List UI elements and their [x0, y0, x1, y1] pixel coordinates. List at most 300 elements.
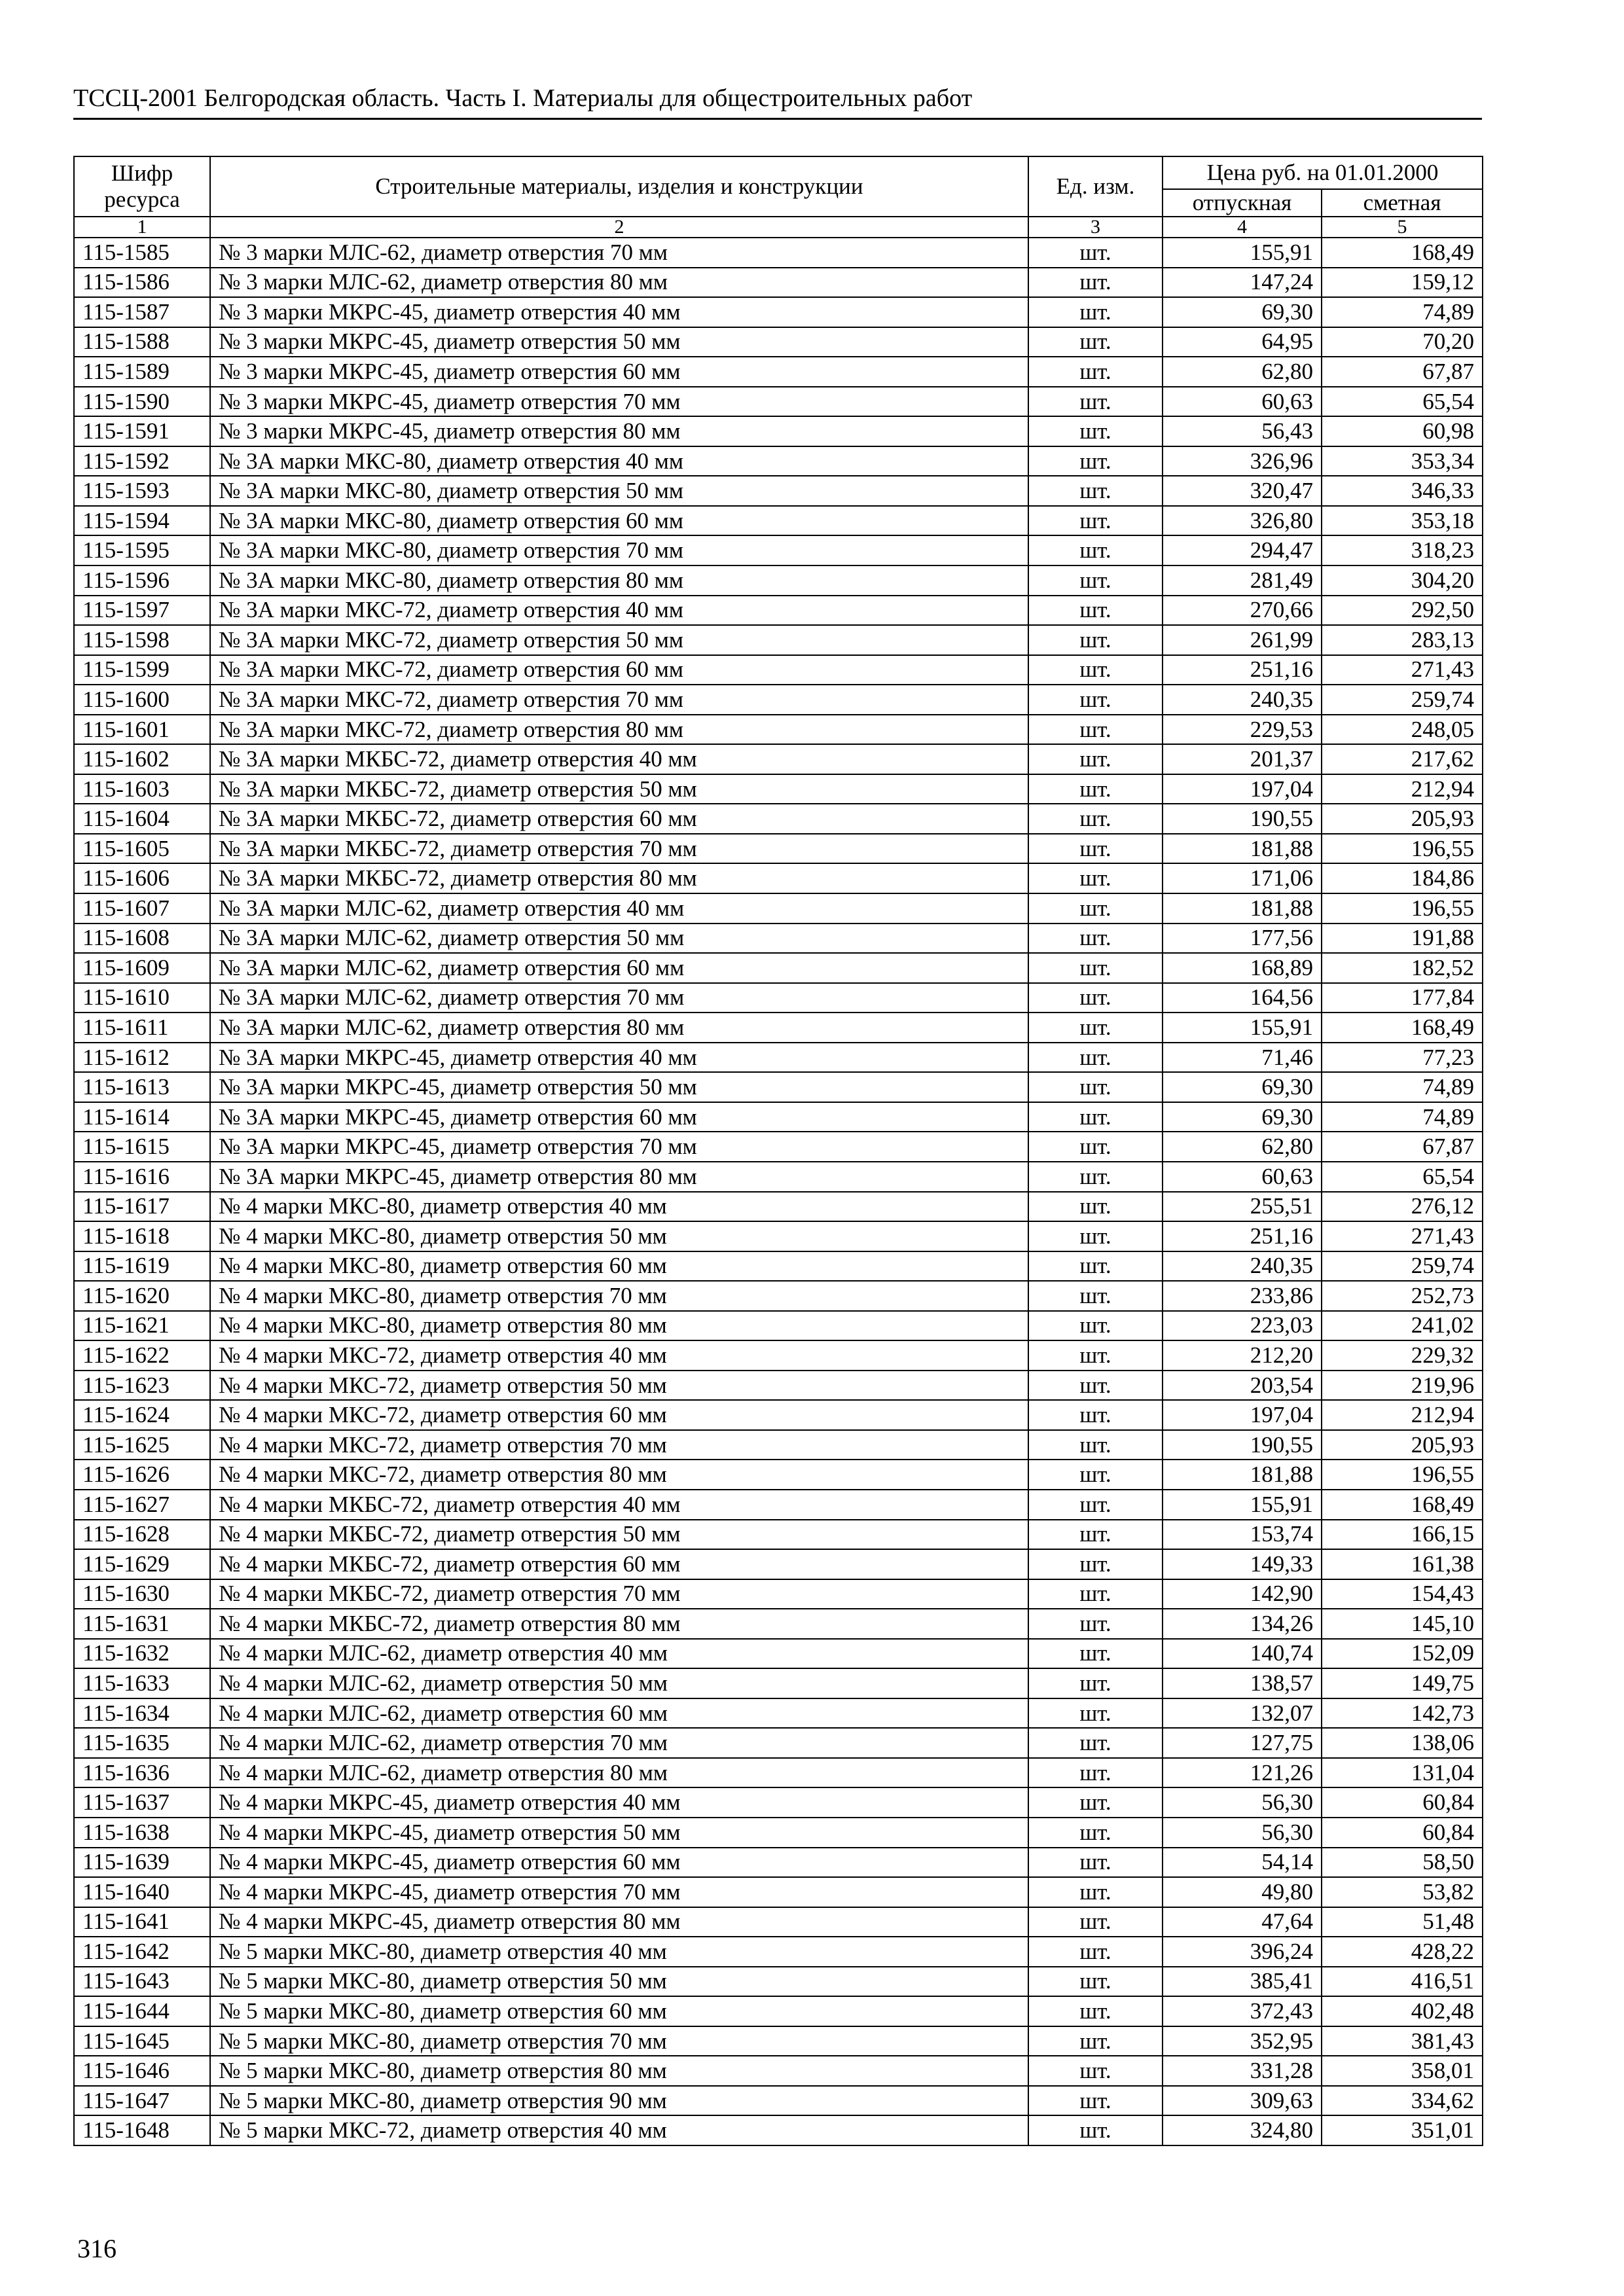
- material-name: № 4 марки МКРС-45, диаметр отверстия 80 мм: [210, 1907, 1028, 1937]
- table-row: [74, 1281, 1483, 1311]
- unit: шт.: [1028, 744, 1163, 774]
- estimate-price: 53,82: [1322, 1877, 1483, 1907]
- material-name: № 3 марки МКРС-45, диаметр отверстия 40 мм: [210, 297, 1028, 327]
- release-price: 168,89: [1163, 953, 1322, 983]
- unit: шт.: [1028, 1848, 1163, 1878]
- unit: шт.: [1028, 1907, 1163, 1937]
- unit: шт.: [1028, 416, 1163, 446]
- release-price: 127,75: [1163, 1728, 1322, 1758]
- material-name: № 3А марки МКРС-45, диаметр отверстия 80 мм: [210, 1162, 1028, 1192]
- column-number: 5: [1322, 217, 1483, 238]
- estimate-price: 353,18: [1322, 506, 1483, 536]
- resource-code: 115-1619: [74, 1251, 210, 1282]
- header-name: Строительные материалы, изделия и конструкции: [210, 156, 1028, 217]
- estimate-price: 168,49: [1322, 238, 1483, 268]
- material-name: № 3А марки МКС-72, диаметр отверстия 80 мм: [210, 715, 1028, 745]
- material-name: № 4 марки МКС-80, диаметр отверстия 60 мм: [210, 1251, 1028, 1282]
- unit: шт.: [1028, 1281, 1163, 1311]
- release-price: 223,03: [1163, 1311, 1322, 1341]
- material-name: № 3А марки МКБС-72, диаметр отверстия 40 мм: [210, 744, 1028, 774]
- table-row: [74, 625, 1483, 655]
- resource-code: 115-1638: [74, 1818, 210, 1848]
- table-row: [74, 1937, 1483, 1967]
- resource-code: 115-1615: [74, 1132, 210, 1162]
- release-price: 153,74: [1163, 1520, 1322, 1550]
- unit: шт.: [1028, 1430, 1163, 1460]
- unit: шт.: [1028, 1043, 1163, 1073]
- estimate-price: 205,93: [1322, 804, 1483, 834]
- material-name: № 3 марки МКРС-45, диаметр отверстия 60 мм: [210, 357, 1028, 387]
- material-name: № 3А марки МКБС-72, диаметр отверстия 50 мм: [210, 774, 1028, 804]
- estimate-price: 416,51: [1322, 1967, 1483, 1997]
- estimate-price: 381,43: [1322, 2026, 1483, 2056]
- material-name: № 3А марки МЛС-62, диаметр отверстия 40 мм: [210, 893, 1028, 924]
- estimate-price: 248,05: [1322, 715, 1483, 745]
- resource-code: 115-1604: [74, 804, 210, 834]
- table-row: [74, 327, 1483, 357]
- table-row: [74, 1996, 1483, 2026]
- unit: шт.: [1028, 1221, 1163, 1251]
- resource-code: 115-1605: [74, 834, 210, 864]
- resource-code: 115-1603: [74, 774, 210, 804]
- material-name: № 4 марки МКС-80, диаметр отверстия 40 мм: [210, 1192, 1028, 1222]
- material-name: № 5 марки МКС-80, диаметр отверстия 80 мм: [210, 2056, 1028, 2086]
- estimate-price: 159,12: [1322, 268, 1483, 298]
- unit: шт.: [1028, 924, 1163, 954]
- estimate-price: 77,23: [1322, 1043, 1483, 1073]
- material-name: № 4 марки МЛС-62, диаметр отверстия 50 мм: [210, 1668, 1028, 1698]
- material-name: № 3А марки МКС-80, диаметр отверстия 50 мм: [210, 476, 1028, 506]
- resource-code: 115-1632: [74, 1639, 210, 1669]
- table-row: [74, 1609, 1483, 1639]
- release-price: 396,24: [1163, 1937, 1322, 1967]
- release-price: 56,30: [1163, 1818, 1322, 1848]
- estimate-price: 402,48: [1322, 1996, 1483, 2026]
- table-row: [74, 1698, 1483, 1729]
- release-price: 171,06: [1163, 863, 1322, 893]
- resource-code: 115-1606: [74, 863, 210, 893]
- estimate-price: 67,87: [1322, 357, 1483, 387]
- estimate-price: 196,55: [1322, 1460, 1483, 1490]
- material-name: № 5 марки МКС-80, диаметр отверстия 60 мм: [210, 1996, 1028, 2026]
- release-price: 372,43: [1163, 1996, 1322, 2026]
- estimate-price: 196,55: [1322, 834, 1483, 864]
- resource-code: 115-1597: [74, 596, 210, 626]
- resource-code: 115-1587: [74, 297, 210, 327]
- table-row: [74, 953, 1483, 983]
- resource-code: 115-1613: [74, 1072, 210, 1102]
- table-row: [74, 1490, 1483, 1520]
- release-price: 270,66: [1163, 596, 1322, 626]
- material-name: № 3А марки МКБС-72, диаметр отверстия 60 мм: [210, 804, 1028, 834]
- unit: шт.: [1028, 446, 1163, 476]
- material-name: № 3А марки МКРС-45, диаметр отверстия 60 мм: [210, 1102, 1028, 1132]
- unit: шт.: [1028, 983, 1163, 1013]
- estimate-price: 229,32: [1322, 1340, 1483, 1371]
- column-number: 3: [1028, 217, 1163, 238]
- release-price: 197,04: [1163, 774, 1322, 804]
- estimate-price: 276,12: [1322, 1192, 1483, 1222]
- resource-code: 115-1635: [74, 1728, 210, 1758]
- unit: шт.: [1028, 1549, 1163, 1579]
- unit: шт.: [1028, 1787, 1163, 1818]
- material-name: № 4 марки МКРС-45, диаметр отверстия 50 мм: [210, 1818, 1028, 1848]
- price-table: [73, 156, 1483, 2146]
- unit: шт.: [1028, 1311, 1163, 1341]
- resource-code: 115-1611: [74, 1013, 210, 1043]
- unit: шт.: [1028, 655, 1163, 685]
- material-name: № 4 марки МКС-80, диаметр отверстия 50 мм: [210, 1221, 1028, 1251]
- release-price: 212,20: [1163, 1340, 1322, 1371]
- material-name: № 5 марки МКС-72, диаметр отверстия 40 мм: [210, 2115, 1028, 2145]
- release-price: 201,37: [1163, 744, 1322, 774]
- table-row: [74, 238, 1483, 268]
- resource-code: 115-1647: [74, 2086, 210, 2116]
- resource-code: 115-1623: [74, 1371, 210, 1401]
- table-row: [74, 1460, 1483, 1490]
- unit: шт.: [1028, 596, 1163, 626]
- unit: шт.: [1028, 774, 1163, 804]
- material-name: № 4 марки МКБС-72, диаметр отверстия 60 мм: [210, 1549, 1028, 1579]
- estimate-price: 161,38: [1322, 1549, 1483, 1579]
- release-price: 69,30: [1163, 297, 1322, 327]
- table-row: [74, 416, 1483, 446]
- resource-code: 115-1607: [74, 893, 210, 924]
- resource-code: 115-1596: [74, 565, 210, 596]
- unit: шт.: [1028, 1102, 1163, 1132]
- resource-code: 115-1602: [74, 744, 210, 774]
- estimate-price: 74,89: [1322, 1072, 1483, 1102]
- resource-code: 115-1609: [74, 953, 210, 983]
- resource-code: 115-1628: [74, 1520, 210, 1550]
- estimate-price: 145,10: [1322, 1609, 1483, 1639]
- resource-code: 115-1621: [74, 1311, 210, 1341]
- table-row: [74, 1907, 1483, 1937]
- estimate-price: 177,84: [1322, 983, 1483, 1013]
- page-number: 316: [77, 2234, 117, 2263]
- column-number: 4: [1163, 217, 1322, 238]
- estimate-price: 205,93: [1322, 1430, 1483, 1460]
- resource-code: 115-1634: [74, 1698, 210, 1729]
- estimate-price: 152,09: [1322, 1639, 1483, 1669]
- unit: шт.: [1028, 1698, 1163, 1729]
- release-price: 385,41: [1163, 1967, 1322, 1997]
- estimate-price: 259,74: [1322, 1251, 1483, 1282]
- release-price: 326,96: [1163, 446, 1322, 476]
- release-price: 140,74: [1163, 1639, 1322, 1669]
- unit: шт.: [1028, 1520, 1163, 1550]
- estimate-price: 304,20: [1322, 565, 1483, 596]
- table-row: [74, 596, 1483, 626]
- unit: шт.: [1028, 297, 1163, 327]
- release-price: 197,04: [1163, 1400, 1322, 1430]
- estimate-price: 318,23: [1322, 535, 1483, 565]
- estimate-price: 351,01: [1322, 2115, 1483, 2145]
- table-row: [74, 1132, 1483, 1162]
- release-price: 49,80: [1163, 1877, 1322, 1907]
- resource-code: 115-1599: [74, 655, 210, 685]
- unit: шт.: [1028, 387, 1163, 417]
- table-row: [74, 2115, 1483, 2145]
- table-row: [74, 2026, 1483, 2056]
- estimate-price: 184,86: [1322, 863, 1483, 893]
- resource-code: 115-1588: [74, 327, 210, 357]
- unit: шт.: [1028, 625, 1163, 655]
- release-price: 121,26: [1163, 1758, 1322, 1788]
- estimate-price: 252,73: [1322, 1281, 1483, 1311]
- resource-code: 115-1641: [74, 1907, 210, 1937]
- estimate-price: 219,96: [1322, 1371, 1483, 1401]
- table-row: [74, 1311, 1483, 1341]
- release-price: 56,43: [1163, 416, 1322, 446]
- resource-code: 115-1629: [74, 1549, 210, 1579]
- table-row: [74, 744, 1483, 774]
- estimate-price: 191,88: [1322, 924, 1483, 954]
- unit: шт.: [1028, 804, 1163, 834]
- table-row: [74, 924, 1483, 954]
- release-price: 60,63: [1163, 1162, 1322, 1192]
- table-row: [74, 1787, 1483, 1818]
- release-price: 177,56: [1163, 924, 1322, 954]
- table-row: [74, 1162, 1483, 1192]
- release-price: 324,80: [1163, 2115, 1322, 2145]
- resource-code: 115-1620: [74, 1281, 210, 1311]
- resource-code: 115-1618: [74, 1221, 210, 1251]
- material-name: № 4 марки МКС-72, диаметр отверстия 70 мм: [210, 1430, 1028, 1460]
- release-price: 62,80: [1163, 357, 1322, 387]
- estimate-price: 138,06: [1322, 1728, 1483, 1758]
- table-row: [74, 1013, 1483, 1043]
- estimate-price: 58,50: [1322, 1848, 1483, 1878]
- header-unit: Ед. изм.: [1028, 156, 1163, 217]
- table-row: [74, 1520, 1483, 1550]
- table-row: [74, 268, 1483, 298]
- release-price: 155,91: [1163, 1490, 1322, 1520]
- table-row: [74, 834, 1483, 864]
- release-price: 190,55: [1163, 1430, 1322, 1460]
- resource-code: 115-1600: [74, 685, 210, 715]
- material-name: № 3А марки МКС-80, диаметр отверстия 80 мм: [210, 565, 1028, 596]
- material-name: № 4 марки МЛС-62, диаметр отверстия 70 мм: [210, 1728, 1028, 1758]
- unit: шт.: [1028, 1072, 1163, 1102]
- resource-code: 115-1626: [74, 1460, 210, 1490]
- resource-code: 115-1593: [74, 476, 210, 506]
- release-price: 71,46: [1163, 1043, 1322, 1073]
- table-body: [74, 238, 1483, 2145]
- unit: шт.: [1028, 565, 1163, 596]
- estimate-price: 65,54: [1322, 387, 1483, 417]
- table-row: [74, 1967, 1483, 1997]
- material-name: № 3А марки МЛС-62, диаметр отверстия 70 мм: [210, 983, 1028, 1013]
- unit: шт.: [1028, 1639, 1163, 1669]
- table-row: [74, 1877, 1483, 1907]
- table-row: [74, 1192, 1483, 1222]
- material-name: № 3А марки МКС-72, диаметр отверстия 40 мм: [210, 596, 1028, 626]
- resource-code: 115-1608: [74, 924, 210, 954]
- estimate-price: 196,55: [1322, 893, 1483, 924]
- material-name: № 5 марки МКС-80, диаметр отверстия 90 мм: [210, 2086, 1028, 2116]
- unit: шт.: [1028, 893, 1163, 924]
- release-price: 149,33: [1163, 1549, 1322, 1579]
- unit: шт.: [1028, 1668, 1163, 1698]
- resource-code: 115-1594: [74, 506, 210, 536]
- estimate-price: 142,73: [1322, 1698, 1483, 1729]
- estimate-price: 428,22: [1322, 1937, 1483, 1967]
- estimate-price: 74,89: [1322, 1102, 1483, 1132]
- release-price: 190,55: [1163, 804, 1322, 834]
- release-price: 203,54: [1163, 1371, 1322, 1401]
- release-price: 54,14: [1163, 1848, 1322, 1878]
- release-price: 229,53: [1163, 715, 1322, 745]
- material-name: № 3 марки МКРС-45, диаметр отверстия 70 мм: [210, 387, 1028, 417]
- unit: шт.: [1028, 1251, 1163, 1282]
- material-name: № 3А марки МЛС-62, диаметр отверстия 60 мм: [210, 953, 1028, 983]
- estimate-price: 271,43: [1322, 1221, 1483, 1251]
- table-row: [74, 715, 1483, 745]
- material-name: № 3 марки МКРС-45, диаметр отверстия 50 мм: [210, 327, 1028, 357]
- material-name: № 3А марки МКБС-72, диаметр отверстия 70 мм: [210, 834, 1028, 864]
- unit: шт.: [1028, 953, 1163, 983]
- material-name: № 3А марки МКС-72, диаметр отверстия 70 мм: [210, 685, 1028, 715]
- release-price: 294,47: [1163, 535, 1322, 565]
- table-row: [74, 1400, 1483, 1430]
- estimate-price: 353,34: [1322, 446, 1483, 476]
- column-number: 1: [74, 217, 210, 238]
- table-row: [74, 446, 1483, 476]
- material-name: № 3А марки МКС-72, диаметр отверстия 50 мм: [210, 625, 1028, 655]
- table-row: [74, 1221, 1483, 1251]
- material-name: № 4 марки МКБС-72, диаметр отверстия 50 мм: [210, 1520, 1028, 1550]
- estimate-price: 74,89: [1322, 297, 1483, 327]
- resource-code: 115-1617: [74, 1192, 210, 1222]
- unit: шт.: [1028, 1132, 1163, 1162]
- material-name: № 3А марки МЛС-62, диаметр отверстия 80 мм: [210, 1013, 1028, 1043]
- release-price: 147,24: [1163, 268, 1322, 298]
- table-row: [74, 1430, 1483, 1460]
- material-name: № 3А марки МКРС-45, диаметр отверстия 40 мм: [210, 1043, 1028, 1073]
- unit: шт.: [1028, 1192, 1163, 1222]
- table-row: [74, 1251, 1483, 1282]
- material-name: № 4 марки МКС-72, диаметр отверстия 50 мм: [210, 1371, 1028, 1401]
- release-price: 64,95: [1163, 327, 1322, 357]
- table-row: [74, 1639, 1483, 1669]
- material-name: № 4 марки МЛС-62, диаметр отверстия 80 мм: [210, 1758, 1028, 1788]
- release-price: 181,88: [1163, 834, 1322, 864]
- resource-code: 115-1592: [74, 446, 210, 476]
- estimate-price: 292,50: [1322, 596, 1483, 626]
- resource-code: 115-1633: [74, 1668, 210, 1698]
- resource-code: 115-1646: [74, 2056, 210, 2086]
- resource-code: 115-1637: [74, 1787, 210, 1818]
- resource-code: 115-1586: [74, 268, 210, 298]
- table-row: [74, 1072, 1483, 1102]
- resource-code: 115-1601: [74, 715, 210, 745]
- estimate-price: 212,94: [1322, 774, 1483, 804]
- material-name: № 4 марки МКРС-45, диаметр отверстия 60 мм: [210, 1848, 1028, 1878]
- unit: шт.: [1028, 2026, 1163, 2056]
- table-row: [74, 1340, 1483, 1371]
- unit: шт.: [1028, 535, 1163, 565]
- resource-code: 115-1648: [74, 2115, 210, 2145]
- header-estimate-price: сметная: [1322, 189, 1483, 217]
- table-row: [74, 1549, 1483, 1579]
- table-row: [74, 983, 1483, 1013]
- unit: шт.: [1028, 1162, 1163, 1192]
- estimate-price: 182,52: [1322, 953, 1483, 983]
- unit: шт.: [1028, 506, 1163, 536]
- table-row: [74, 297, 1483, 327]
- unit: шт.: [1028, 1818, 1163, 1848]
- release-price: 155,91: [1163, 238, 1322, 268]
- resource-code: 115-1622: [74, 1340, 210, 1371]
- header-release-price: отпускная: [1163, 189, 1322, 217]
- release-price: 331,28: [1163, 2056, 1322, 2086]
- release-price: 56,30: [1163, 1787, 1322, 1818]
- unit: шт.: [1028, 476, 1163, 506]
- release-price: 60,63: [1163, 387, 1322, 417]
- resource-code: 115-1616: [74, 1162, 210, 1192]
- resource-code: 115-1595: [74, 535, 210, 565]
- release-price: 240,35: [1163, 1251, 1322, 1282]
- resource-code: 115-1645: [74, 2026, 210, 2056]
- release-price: 132,07: [1163, 1698, 1322, 1729]
- unit: шт.: [1028, 1937, 1163, 1967]
- table-row: [74, 357, 1483, 387]
- material-name: № 5 марки МКС-80, диаметр отверстия 40 мм: [210, 1937, 1028, 1967]
- estimate-price: 60,98: [1322, 416, 1483, 446]
- table-row: [74, 2056, 1483, 2086]
- resource-code: 115-1624: [74, 1400, 210, 1430]
- release-price: 309,63: [1163, 2086, 1322, 2116]
- material-name: № 5 марки МКС-80, диаметр отверстия 50 мм: [210, 1967, 1028, 1997]
- estimate-price: 131,04: [1322, 1758, 1483, 1788]
- unit: шт.: [1028, 1490, 1163, 1520]
- table-row: [74, 506, 1483, 536]
- estimate-price: 67,87: [1322, 1132, 1483, 1162]
- release-price: 281,49: [1163, 565, 1322, 596]
- estimate-price: 168,49: [1322, 1490, 1483, 1520]
- estimate-price: 60,84: [1322, 1818, 1483, 1848]
- unit: шт.: [1028, 268, 1163, 298]
- material-name: № 3 марки МКРС-45, диаметр отверстия 80 мм: [210, 416, 1028, 446]
- estimate-price: 283,13: [1322, 625, 1483, 655]
- estimate-price: 241,02: [1322, 1311, 1483, 1341]
- table-row: [74, 685, 1483, 715]
- resource-code: 115-1640: [74, 1877, 210, 1907]
- unit: шт.: [1028, 834, 1163, 864]
- resource-code: 115-1614: [74, 1102, 210, 1132]
- release-price: 181,88: [1163, 893, 1322, 924]
- release-price: 138,57: [1163, 1668, 1322, 1698]
- unit: шт.: [1028, 357, 1163, 387]
- material-name: № 4 марки МКС-80, диаметр отверстия 80 мм: [210, 1311, 1028, 1341]
- release-price: 142,90: [1163, 1579, 1322, 1609]
- unit: шт.: [1028, 685, 1163, 715]
- resource-code: 115-1610: [74, 983, 210, 1013]
- material-name: № 4 марки МКС-72, диаметр отверстия 80 мм: [210, 1460, 1028, 1490]
- unit: шт.: [1028, 1877, 1163, 1907]
- resource-code: 115-1589: [74, 357, 210, 387]
- table-row: [74, 1102, 1483, 1132]
- material-name: № 3А марки МКРС-45, диаметр отверстия 50 мм: [210, 1072, 1028, 1102]
- unit: шт.: [1028, 1996, 1163, 2026]
- resource-code: 115-1627: [74, 1490, 210, 1520]
- release-price: 164,56: [1163, 983, 1322, 1013]
- unit: шт.: [1028, 1758, 1163, 1788]
- unit: шт.: [1028, 1460, 1163, 1490]
- table-row: [74, 1728, 1483, 1758]
- material-name: № 3А марки МЛС-62, диаметр отверстия 50 мм: [210, 924, 1028, 954]
